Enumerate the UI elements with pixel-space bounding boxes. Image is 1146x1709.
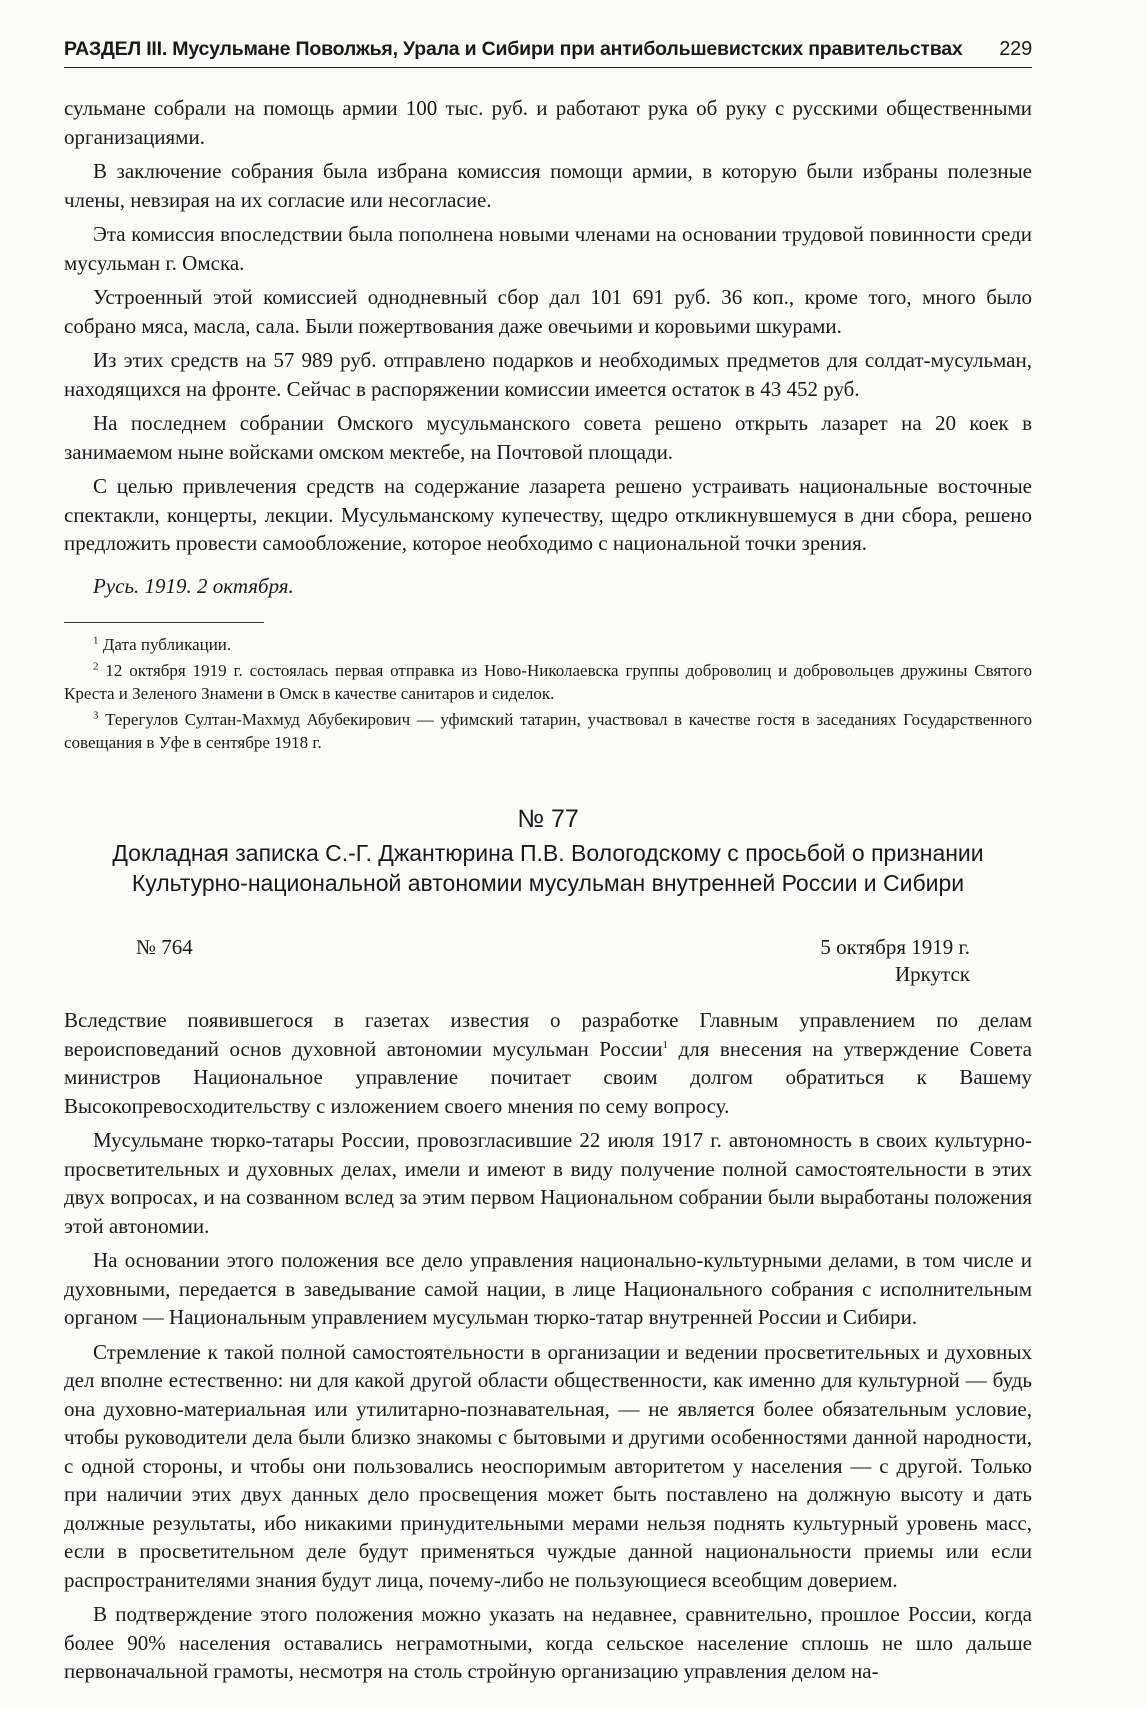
paragraph: Устроенный этой комиссией однодневный сбор дал 101 691 руб. 36 коп., кроме того, много было собрано мяса, масла, сала. Были пожертвования даже овечьими и коровьими шкурами. (64, 285, 1032, 338)
document-body (64, 1006, 1032, 1686)
document-heading (64, 804, 1032, 898)
document-number: № 77 (517, 805, 579, 833)
paragraph: На последнем собрании Омского мусульманского совета решено открыть лазарет на 20 коек в занимаемом ныне войсками омском мектебе, на Почтовой площади. (64, 411, 1032, 464)
paragraph: Стремление к такой полной самостоятельности в организации и ведении просветительных и духовных дел вполне естественно: ни для какой другой области общественности, как именно для культурной — будь она духовно-материальная или утилитарно-познавательная, — не является более обязательным условие, чтобы руководители дела были близко знакомы с бытовыми и другими особенностями данной народности, с одной стороны, и чтобы они пользовались неоспоримым авторитетом у населения — с другой. Только при наличии этих двух данных дело просвещения может быть поставлено на должную высоту и дать должные результаты, ибо никакими принудительными мерами нельзя поднять культурный уровень масс, если в просветительном деле будут применяться чуждые данной национальности приемы или если распространителями знания будут лица, почему-либо не пользующиеся всеобщим доверием. (64, 1339, 1032, 1592)
running-header (64, 38, 1032, 68)
document-title-line: Культурно-национальной автономии мусульман внутренней России и Сибири (131, 870, 965, 896)
footnote-ref: 1 (662, 1038, 669, 1051)
paragraph: Мусульмане тюрко-татары России, провозгласившие 22 июля 1917 г. автономность в своих культурно-просветительных и духовных делах, имели и имеют в виду получение полной самостоятельности в этих двух вопросах, и на созванном вслед за этим первом Национальном собрании были выработаны положения этой автономии. (64, 1128, 1032, 1238)
paragraph: На основании этого положения все дело управления национально-культурными делами, в том числе и духовными, передается в заведывание самой нации, в лице Национального собрания с исполнительным органом — Национальным управлением мусульман тюрко-татар внутренней России и Сибири. (64, 1248, 1032, 1329)
section-title: РАЗДЕЛ III. Мусульмане Поволжья, Урала и Сибири при антибольшевистских правительствах (64, 38, 963, 60)
article-body (64, 94, 1032, 600)
document-date: 5 октября 1919 г. (820, 935, 970, 959)
reference-number: № 764 (136, 935, 193, 959)
footnote: $^1$ Дата публикации. (93, 634, 232, 654)
source-signature: Русь. 1919. 2 октября. (93, 573, 294, 598)
paragraph: С целью привлечения средств на содержание лазарета решено устраивать национальные восточные спектакли, концерты, лекции. Мусульманскому купечеству, щедро откликнувшемуся в дни сбора, решено предложить провести самообложение, которое необходимо с национальной точки зрения. (64, 474, 1032, 555)
page (64, 38, 1032, 1692)
footnote-separator (64, 622, 264, 623)
footnote: $^3$ Терегулов Султан-Махмуд Абубекирович — уфимский татарин, участвовал в качестве гостя в заседаниях Государственного совещания в Уфе в сентябре 1918 г. (64, 709, 1033, 752)
paragraph: В заключение собрания была избрана комиссия помощи армии, в которую были избраны полезные члены, невзирая на их согласие или несогласие. (64, 159, 1032, 212)
footnote: $^2$ 12 октября 1919 г. состоялась первая отправка из Ново-Николаевска группы доброволиц и добровольцев дружины Святого Креста и Зеленого Знамени в Омск в качестве санитаров и сиделок. (64, 660, 1032, 703)
page-number: 229 (999, 38, 1032, 60)
footnotes (64, 633, 1032, 754)
paragraph: сульмане собрали на помощь армии 100 тыс. руб. и работают рука об руку с русскими общественными организациями. (64, 96, 1032, 149)
document-title-line: Докладная записка С.-Г. Джантюрина П.В. Вологодскому с просьбой о признании (112, 840, 984, 866)
paragraph: Вследствие появившегося в газетах известия о разработке Главным управлением по делам вероисповеданий основ духовной автономии мусульман России$^1$ для внесения на утверждение Совета министров Национальное управление почитает своим долгом обратиться к Вашему Высокопревосходительству с изложением своего мнения по сему вопросу. (64, 1008, 1032, 1118)
paragraph: Из этих средств на 57 989 руб. отправлено подарков и необходимых предметов для солдат-мусульман, находящихся на фронте. Сейчас в распоряжении комиссии имеется остаток в 43 452 руб. (64, 348, 1032, 401)
paragraph: Эта комиссия впоследствии была пополнена новыми членами на основании трудовой повинности среди мусульман г. Омска. (64, 222, 1032, 275)
document-place: Иркутск (894, 962, 970, 986)
paragraph: В подтверждение этого положения можно указать на недавнее, сравнительно, прошлое России, когда более 90% населения оставались неграмотными, когда сельское население сплошь не шло дальше первоначальной грамоты, несмотря на столь стройную организацию управления делом на- (64, 1602, 1032, 1683)
document-meta (136, 934, 970, 988)
